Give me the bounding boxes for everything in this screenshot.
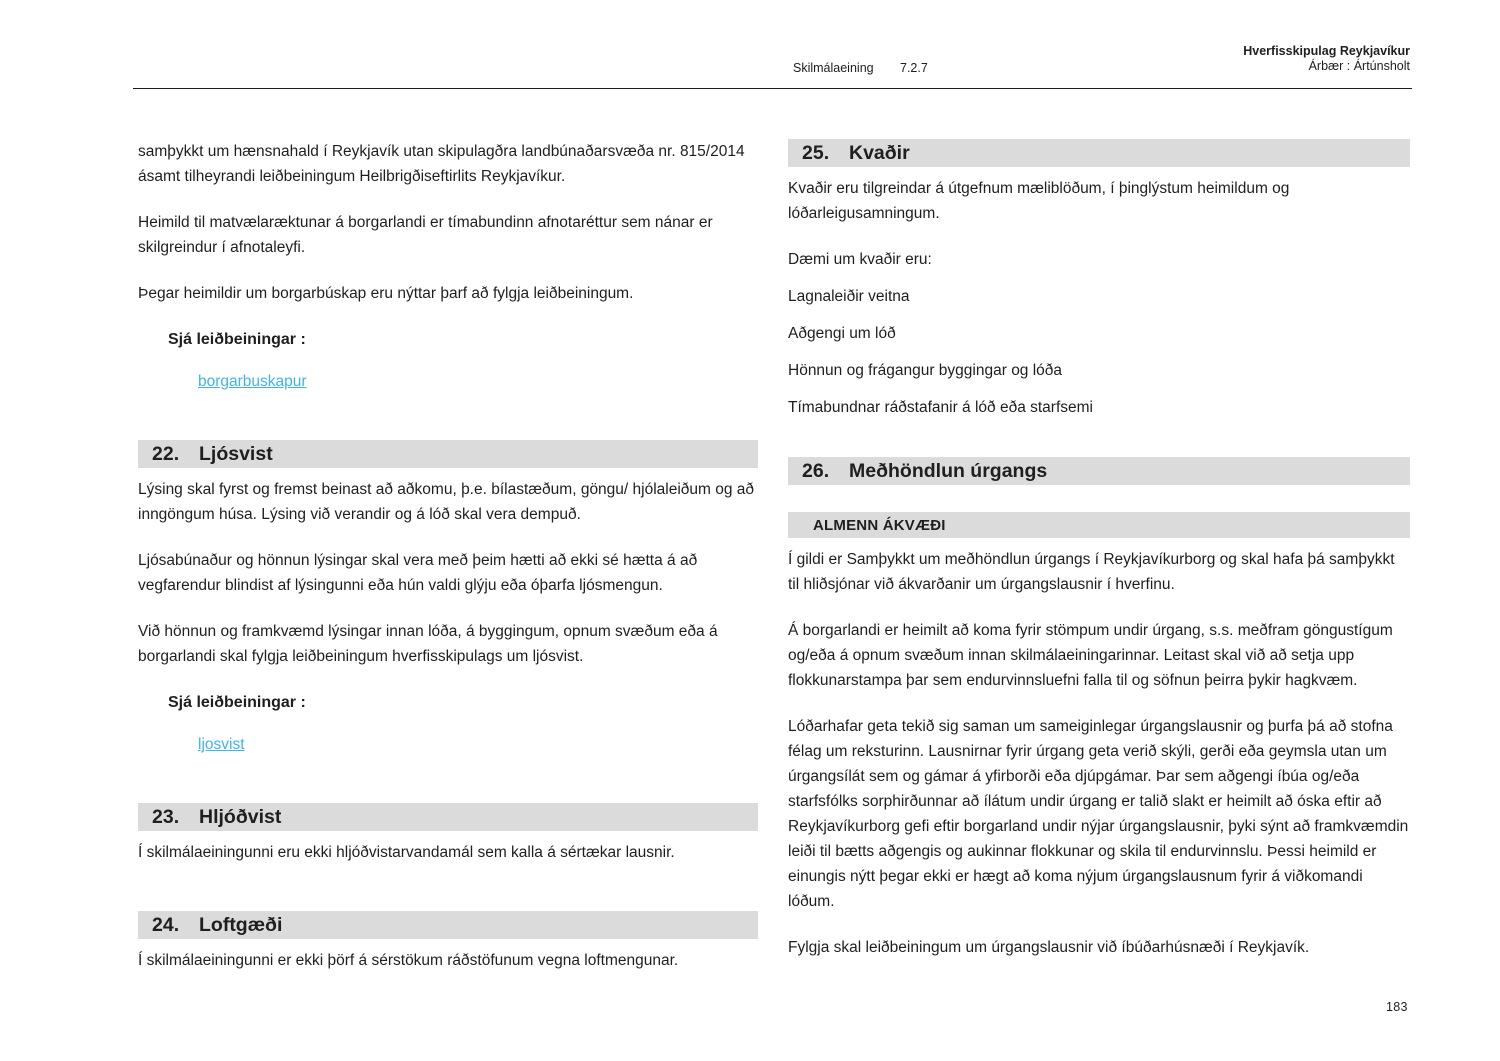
section-number: 26. [802, 459, 830, 482]
section-heading-22 [138, 440, 758, 468]
paragraph: Ljósabúnaður og hönnun lýsingar skal vera með þeim hætti að ekki sé hætta á að vegfarendur blindist af lýsingunni eða hún valdi glýju eða óþarfa ljósmengun. [138, 552, 698, 594]
section-heading-24 [138, 911, 758, 939]
section-heading-23 [138, 803, 758, 831]
section-title: Ljósvist [199, 442, 273, 465]
see-guidelines-label: Sjá leiðbeiningar : [168, 694, 306, 711]
kvadir-example: Hönnun og frágangur byggingar og lóða [788, 362, 1063, 379]
left-column [138, 139, 758, 994]
paragraph: Við hönnun og framkvæmd lýsingar innan lóða, á byggingum, opnum svæðum eða á borgarlandi skal fylgja leiðbeiningum hverfisskipulags um ljósvist. [138, 623, 718, 665]
paragraph: Lýsing skal fyrst og fremst beinast að aðkomu, þ.e. bílastæðum, göngu/ hjólaleiðum og að inngöngum húsa. Lýsing við verandir og á lóð skal vera dempuð. [138, 481, 755, 523]
page-number: 183 [1386, 1000, 1408, 1014]
section-number: 24. [152, 913, 180, 936]
right-column [788, 139, 1410, 981]
paragraph: Lóðarhafar geta tekið sig saman um sameiginlegar úrgangslausnir og þurfa þá að stofna félag um reksturinn. Lausnirnar fyrir úrgang geta verið skýli, gerði eða geymsla utan um úrgangsílát sem og gámar á yfirborði eða djúpgámar. Þar sem aðgengi íbúa og/eða starfsfólks sorphirðunnar að ílátum undir úrgang er talið slakt er heimilt að óska eftir að Reykjavíkurborg gefi eftir borgarland undir nýjar úrgangslausnir, þyki sýnt að framkvæmdin leiði til bætts aðgengis og aukinnar flokkunar og skila til endurvinnslu. Þessi heimild er einungis nýtt þegar ekki er hægt að koma nýjum úrgangslausnum fyrir á viðkomandi lóðum. [788, 718, 1409, 910]
section-number: 22. [152, 442, 180, 465]
paragraph: Kvaðir eru tilgreindar á útgefnum mæliblöðum, í þinglýstum heimildum og lóðarleigusamningum. [788, 180, 1290, 222]
paragraph: Heimild til matvælaræktunar á borgarlandi er tímabundinn afnotaréttur sem nánar er skilgreindur í afnotaleyfi. [138, 214, 713, 256]
header-doc-type-label: Skilmálaeining [793, 61, 874, 75]
header-divider [133, 88, 1412, 89]
paragraph: Í skilmálaeiningunni er ekki þörf á sérstökum ráðstöfunum vegna loftmengunar. [138, 952, 679, 969]
paragraph: samþykkt um hænsnahald í Reykjavík utan skipulagðra landbúnaðarsvæða nr. 815/2014 ásamt tilheyrandi leiðbeiningum Heilbrigðiseftirlits Reykjavíkur. [138, 143, 745, 185]
kvadir-example: Lagnaleiðir veitna [788, 288, 910, 305]
section-heading-26 [788, 457, 1410, 485]
header-title: Hverfisskipulag Reykjavíkur [1243, 44, 1410, 58]
section-heading-25 [788, 139, 1410, 167]
paragraph: Í gildi er Samþykkt um meðhöndlun úrgangs í Reykjavíkurborg og skal hafa þá samþykkt til hliðsjónar við ákvarðanir um úrgangslausnir í hverfinu. [788, 551, 1395, 593]
header-section-number: 7.2.7 [900, 61, 928, 75]
link-row [138, 369, 758, 394]
paragraph: Á borgarlandi er heimilt að koma fyrir stömpum undir úrgang, s.s. meðfram göngustígum og/eða á opnum svæðum innan skilmálaeiningarinnar. Leitast skal við að setja upp flokkunarstampa þar sem endurvinnsluefni falla til og söfnun þeirra þykir hagkvæm. [788, 622, 1393, 689]
header-right-block [1243, 44, 1410, 74]
paragraph: Í skilmálaeiningunni eru ekki hljóðvistarvandamál sem kalla á sértækar lausnir. [138, 844, 675, 861]
examples-label: Dæmi um kvaðir eru: [788, 251, 932, 268]
section-number: 25. [802, 141, 830, 164]
link-row [138, 732, 758, 757]
section-number: 23. [152, 805, 180, 828]
header-subtitle: Árbær : Ártúnsholt [1308, 59, 1410, 73]
see-guidelines-label: Sjá leiðbeiningar : [168, 331, 306, 348]
section-title: Loftgæði [199, 913, 283, 936]
borgarbuskapur-link[interactable]: borgarbuskapur [198, 373, 307, 390]
section-title: Hljóðvist [199, 805, 282, 828]
paragraph: Fylgja skal leiðbeiningum um úrgangslausnir við íbúðarhúsnæði í Reykjavík. [788, 939, 1310, 956]
ljosvist-link[interactable]: ljosvist [198, 736, 245, 753]
section-title: Kvaðir [849, 141, 910, 164]
subsection-heading-almenn-akvaedi: ALMENN ÁKVÆÐI [788, 512, 1410, 538]
kvadir-example: Aðgengi um lóð [788, 325, 896, 342]
paragraph: Þegar heimildir um borgarbúskap eru nýttar þarf að fylgja leiðbeiningum. [138, 285, 634, 302]
kvadir-example: Tímabundnar ráðstafanir á lóð eða starfsemi [788, 399, 1093, 416]
section-title: Meðhöndlun úrgangs [849, 459, 1048, 482]
